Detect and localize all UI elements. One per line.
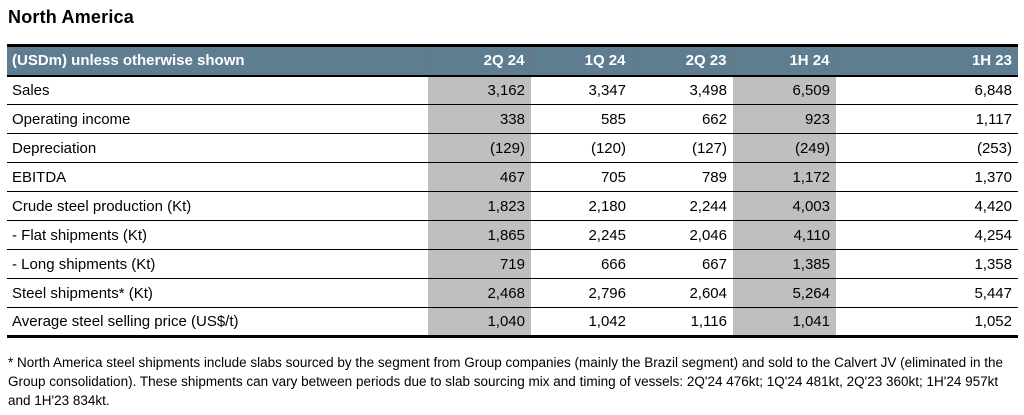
value-cell: 1,041 (733, 308, 836, 337)
table-header (7, 46, 1018, 76)
value-cell: 467 (428, 163, 531, 192)
value-cell: 5,264 (733, 279, 836, 308)
value-cell: (129) (428, 134, 531, 163)
value-cell: 6,509 (733, 76, 836, 105)
value-cell: 1,116 (632, 308, 733, 337)
value-cell: 3,347 (588, 81, 626, 99)
header-label-cell: (USDm) unless otherwise shown (7, 46, 428, 76)
row-label: Steel shipments* (Kt) (7, 279, 428, 308)
value-cell: 1,358 (836, 250, 1018, 279)
row-label: Average steel selling price (US$/t) (7, 308, 428, 337)
value-cell: (120) (531, 134, 632, 163)
value-cell: 2,796 (531, 279, 632, 308)
value-cell: 2,468 (428, 279, 531, 308)
page-title: North America (8, 7, 134, 27)
value-cell: 789 (632, 163, 733, 192)
value-cell: 3,162 (428, 76, 531, 105)
value-cell: 719 (428, 250, 531, 279)
value-cell: 1,042 (531, 308, 632, 337)
row-label: Crude steel production (Kt) (7, 192, 428, 221)
table-header-row (7, 46, 1018, 76)
value-cell: 1,385 (733, 250, 836, 279)
row-label: Sales (12, 81, 50, 99)
row-label: Depreciation (7, 134, 428, 163)
value-cell: 3,498 (689, 81, 727, 99)
header-period-cell: 1Q 24 (531, 46, 632, 76)
row-label: Operating income (7, 105, 428, 134)
row-label: EBITDA (7, 163, 428, 192)
value-cell: 1,823 (428, 192, 531, 221)
table-row (7, 221, 1018, 250)
value-cell: 338 (428, 105, 531, 134)
header-period-cell: 2Q 24 (428, 46, 531, 76)
value-cell: 1,117 (836, 105, 1018, 134)
table-row (7, 192, 1018, 221)
header-period-cell: 2Q 23 (632, 46, 733, 76)
table-row (7, 163, 1018, 192)
table-row (7, 250, 1018, 279)
value-cell: 2,604 (632, 279, 733, 308)
value-cell: (127) (632, 134, 733, 163)
table-body (7, 76, 1018, 337)
value-cell: 662 (632, 105, 733, 134)
header-period-cell: 1H 23 (836, 46, 1018, 76)
value-cell: 1,052 (836, 308, 1018, 337)
value-cell: 4,254 (836, 221, 1018, 250)
table-row (7, 105, 1018, 134)
value-cell: 2,244 (632, 192, 733, 221)
value-cell: 923 (733, 105, 836, 134)
footnote: * North America steel shipments include slabs sourced by the segment from Group companies (mainly the Brazil segment) and sold to the Calvert JV (eliminated in the Group consolidation). These shipments can vary between periods due to slab sourcing mix and timing of vessels: 2Q'24 476kt; 1Q'24 481kt, 2Q'23 360kt; 1H'24 957kt and 1H'23 834kt. (8, 355, 1003, 408)
value-cell: 4,003 (733, 192, 836, 221)
value-cell: 4,420 (836, 192, 1018, 221)
value-cell: 705 (531, 163, 632, 192)
value-cell: (253) (836, 134, 1018, 163)
value-cell: 2,245 (531, 221, 632, 250)
row-label: - Flat shipments (Kt) (7, 221, 428, 250)
value-cell: 585 (531, 105, 632, 134)
table-row (7, 279, 1018, 308)
value-cell: 2,180 (531, 192, 632, 221)
value-cell: 1,172 (733, 163, 836, 192)
value-cell: 667 (632, 250, 733, 279)
table-row (7, 134, 1018, 163)
value-cell: 6,848 (974, 81, 1012, 99)
value-cell: 1,370 (836, 163, 1018, 192)
value-cell: 666 (531, 250, 632, 279)
financial-table (7, 44, 1018, 338)
value-cell: (249) (733, 134, 836, 163)
value-cell: 1,040 (428, 308, 531, 337)
value-cell: 4,110 (733, 221, 836, 250)
value-cell: 2,046 (632, 221, 733, 250)
table-row (7, 308, 1018, 337)
value-cell: 5,447 (836, 279, 1018, 308)
value-cell: 1,865 (428, 221, 531, 250)
row-label: - Long shipments (Kt) (7, 250, 428, 279)
header-period-cell: 1H 24 (733, 46, 836, 76)
table-row (7, 76, 1018, 105)
